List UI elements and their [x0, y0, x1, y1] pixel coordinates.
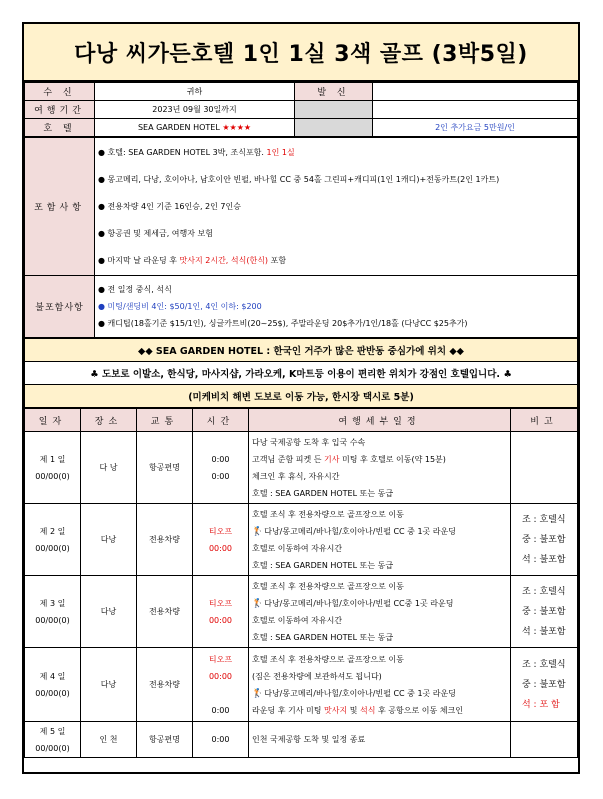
time-cell: 0:00 — [193, 722, 249, 758]
itinerary-document — [22, 22, 580, 774]
hotel-name: SEA GARDEN HOTEL — [137, 123, 220, 132]
detail-line: 호텔 조식 후 전용차량으로 골프장으로 이동 — [252, 581, 404, 591]
day-number: 제 3 일 — [39, 598, 66, 608]
time-value: 00:00 — [208, 543, 233, 553]
itinerary-row — [25, 432, 578, 504]
detail-line: 호텔 조식 후 전용차량으로 골프장으로 이동 — [252, 654, 404, 664]
recipient-value: 귀하 — [95, 83, 295, 101]
exclude-item: ● 전 일정 중식, 석식 — [98, 285, 172, 294]
day-number: 제 5 일 — [39, 726, 66, 736]
detail-cell — [249, 648, 511, 722]
include-item — [98, 147, 574, 158]
transport-cell: 항공편명 — [137, 722, 193, 758]
detail-line — [252, 451, 507, 468]
meal-dinner: 석 : 불포함 — [522, 626, 566, 637]
time-value: 00:00 — [208, 615, 233, 625]
golfer-icon: 🏌 — [252, 598, 264, 609]
detail-cell — [249, 504, 511, 576]
golfer-icon: 🏌 — [252, 688, 264, 699]
remark-cell — [511, 722, 578, 758]
exclude-item: ● 미팅/샌딩비 4인: $50/1인, 4인 이하: $200 — [98, 302, 262, 311]
meal-breakfast: 조 : 호텔식 — [522, 659, 566, 670]
meal-breakfast: 조 : 호텔식 — [522, 514, 566, 525]
includes-table — [24, 137, 578, 338]
excludes-label: 불포함사항 — [25, 276, 95, 338]
detail-text: 다낭/몽고메리/바나힐/호이아나/빈펄 CC 중 1곳 라운딩 — [264, 526, 456, 536]
include-text: 포함 — [270, 256, 287, 265]
document-title: 다낭 씨가든호텔 1인 1실 3색 골프 (3박5일) — [24, 24, 578, 82]
meal-lunch: 중 : 불포함 — [522, 606, 566, 617]
detail-line: 호텔 : SEA GARDEN HOTEL 또는 동급 — [252, 488, 394, 498]
teeoff-label: 티오프 — [208, 526, 233, 536]
place-cell: 다낭 — [81, 576, 137, 648]
include-item: ● 항공권 및 제세금, 여행자 보험 — [98, 229, 213, 238]
detail-line: 호텔로 이동하여 자유시간 — [252, 543, 343, 553]
remark-cell — [511, 504, 578, 576]
meal-lunch: 중 : 불포함 — [522, 679, 566, 690]
period-extra — [373, 101, 578, 119]
detail-line: 호텔로 이동하여 자유시간 — [252, 615, 343, 625]
include-highlight: 1인 1실 — [266, 148, 295, 157]
detail-text: 후 공항으로 이동 체크인 — [378, 705, 463, 715]
time-cell — [193, 432, 249, 504]
info-bands — [24, 338, 578, 408]
day-cell — [25, 648, 81, 722]
includes-label: 포함사항 — [25, 138, 95, 276]
surcharge: 2인 추가요금 5만원/인 — [373, 119, 578, 137]
include-item — [98, 255, 574, 266]
time-value: 00:00 — [208, 671, 233, 681]
hotel-value — [95, 119, 295, 137]
detail-text: 다낭/몽고메리/바나힐/호이아나/빈펄 CC중 1곳 라운딩 — [264, 598, 454, 608]
band-hotel-location: ◆◆ SEA GARDEN HOTEL : 한국인 거주가 많은 판반동 중심가에 위치 ◆◆ — [25, 339, 578, 362]
detail-line: 체크인 후 휴식, 자유시간 — [252, 471, 340, 481]
exclude-item: ● 캐디팁(18홀기준 $15/1인), 싱글카트비(20~25$), 주말라운딩 20$추가/1인/18홀 (다낭CC $25추가) — [98, 319, 468, 328]
col-header-place: 장소 — [81, 409, 137, 432]
include-highlight: 맛사지 2시간, 석식(한식) — [179, 256, 269, 265]
detail-line — [252, 685, 507, 702]
detail-highlight: 석식 — [360, 705, 376, 715]
golfer-icon: 🏌 — [252, 526, 264, 537]
teeoff-label: 티오프 — [208, 598, 233, 608]
meal-dinner: 석 : 불포함 — [522, 554, 566, 565]
detail-text: 고객님 준함 피켓 든 — [252, 454, 322, 464]
time-cell — [193, 648, 249, 722]
itinerary-row — [25, 576, 578, 648]
detail-cell — [249, 576, 511, 648]
transport-cell: 전용차량 — [137, 504, 193, 576]
detail-text: 미팅 후 호텔로 이동(약 15분) — [342, 454, 446, 464]
include-item: ● 몽고메리, 다낭, 호이아나, 남호이안 빈펄, 바나힐 CC 중 54홀 그린피+캐디피(1인 1캐디)+전동카트(2인 1카트) — [98, 175, 500, 184]
detail-line — [252, 595, 507, 612]
day-date: 00/00(0) — [35, 688, 70, 698]
detail-line — [252, 523, 507, 540]
day-date: 00/00(0) — [35, 471, 70, 481]
detail-line: (짐은 전용차량에 보관하셔도 됩니다) — [252, 671, 382, 681]
col-header-detail: 여행세부일정 — [249, 409, 511, 432]
time-value: 0:00 — [211, 705, 230, 715]
itinerary-row — [25, 504, 578, 576]
info-table — [24, 82, 578, 137]
meal-breakfast: 조 : 호텔식 — [522, 586, 566, 597]
detail-cell — [249, 432, 511, 504]
day-cell — [25, 576, 81, 648]
transport-cell: 전용차량 — [137, 648, 193, 722]
itinerary-table — [24, 408, 578, 758]
remark-cell — [511, 432, 578, 504]
band-hotel-convenience: ♣ 도보로 이발소, 한식당, 마사지샵, 가라오케, K마트등 이용이 편리한 위치가 강점인 호텔입니다. ♣ — [25, 362, 578, 385]
period-value: 2023년 09월 30일까지 — [95, 101, 295, 119]
detail-line: 호텔 조식 후 전용차량으로 골프장으로 이동 — [252, 509, 404, 519]
meal-lunch: 중 : 불포함 — [522, 534, 566, 545]
place-cell: 다 낭 — [81, 432, 137, 504]
col-header-remark: 비고 — [511, 409, 578, 432]
include-item: ● 전용차량 4인 기준 16인승, 2인 7인승 — [98, 202, 241, 211]
detail-text: 다낭/몽고메리/바나힐/호이아나/빈펄 CC 중 1곳 라운딩 — [264, 688, 456, 698]
includes-list — [95, 138, 578, 276]
day-number: 제 1 일 — [39, 454, 66, 464]
day-cell — [25, 722, 81, 758]
itinerary-row — [25, 722, 578, 758]
include-text: ● 호텔: SEA GARDEN HOTEL 3박, 조식포함. — [98, 148, 264, 157]
time-spacer — [196, 685, 245, 702]
place-cell: 다낭 — [81, 504, 137, 576]
period-gray-cell — [295, 101, 373, 119]
day-date: 00/00(0) — [35, 615, 70, 625]
time-cell — [193, 504, 249, 576]
day-date: 00/00(0) — [35, 543, 70, 553]
hotel-gray-cell — [295, 119, 373, 137]
transport-cell: 항공편명 — [137, 432, 193, 504]
teeoff-label: 티오프 — [208, 654, 233, 664]
sender-value — [373, 83, 578, 101]
meal-dinner: 석 : 포 함 — [522, 699, 560, 710]
detail-cell: 인천 국제공항 도착 및 일정 종료 — [249, 722, 511, 758]
recipient-label: 수 신 — [25, 83, 95, 101]
day-number: 제 4 일 — [39, 671, 66, 681]
col-header-day: 일자 — [25, 409, 81, 432]
detail-text: 라운딩 후 기사 미팅 — [252, 705, 322, 715]
day-cell — [25, 432, 81, 504]
detail-line — [252, 702, 507, 719]
remark-cell — [511, 648, 578, 722]
col-header-time: 시간 — [193, 409, 249, 432]
time-value: 0:00 — [211, 471, 230, 481]
hotel-label: 호 텔 — [25, 119, 95, 137]
place-cell: 다낭 — [81, 648, 137, 722]
detail-highlight: 맛사지 — [324, 705, 348, 715]
period-label: 여행기간 — [25, 101, 95, 119]
day-number: 제 2 일 — [39, 526, 66, 536]
day-date: 00/00(0) — [35, 743, 70, 753]
include-text: ● 마지막 날 라운딩 후 — [98, 256, 177, 265]
excludes-list — [95, 276, 578, 338]
day-cell — [25, 504, 81, 576]
place-cell: 인 천 — [81, 722, 137, 758]
band-beach: (미케비치 해변 도보로 이동 가능, 한시장 택시로 5분) — [25, 385, 578, 408]
transport-cell: 전용차량 — [137, 576, 193, 648]
remark-cell — [511, 576, 578, 648]
hotel-stars: ★★★★ — [222, 123, 252, 132]
itinerary-row — [25, 648, 578, 722]
detail-line: 다낭 국제공항 도착 후 입국 수속 — [252, 437, 366, 447]
detail-highlight: 기사 — [324, 454, 340, 464]
detail-line: 호텔 : SEA GARDEN HOTEL 또는 동급 — [252, 560, 394, 570]
detail-line: 호텔 : SEA GARDEN HOTEL 또는 동급 — [252, 632, 394, 642]
col-header-transport: 교통 — [137, 409, 193, 432]
time-cell — [193, 576, 249, 648]
detail-text: 및 — [349, 705, 358, 715]
time-value: 0:00 — [211, 454, 230, 464]
sender-label: 발 신 — [295, 83, 373, 101]
